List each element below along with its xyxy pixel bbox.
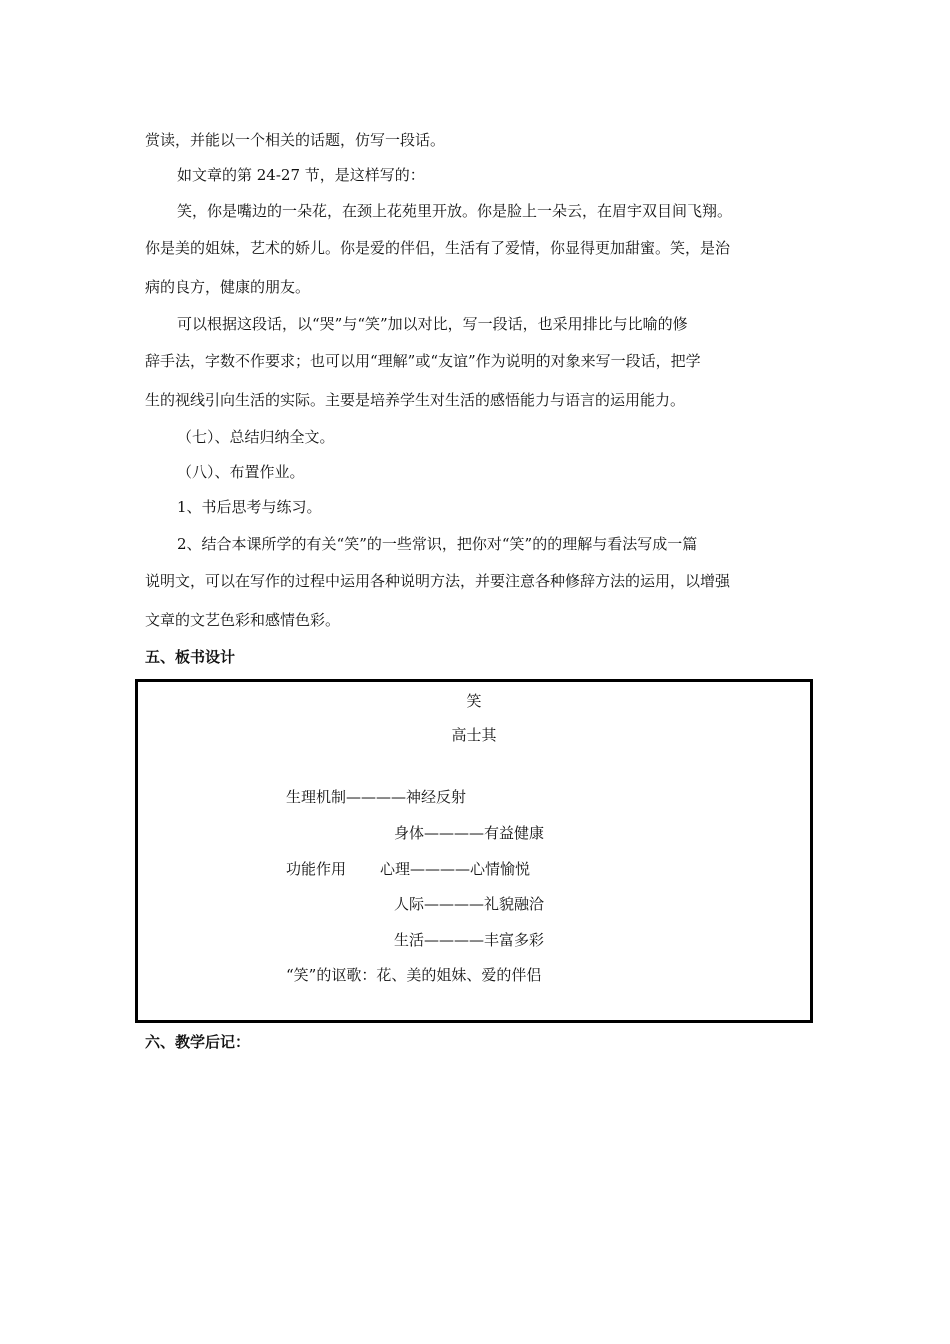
body-line: 说明文，可以在写作的过程中运用各种说明方法，并要注意各种修辞方法的运用，以增强	[145, 572, 731, 590]
board-row: 生理机制————神经反射	[286, 788, 467, 806]
board-row: 人际————礼貌融洽	[394, 895, 545, 913]
body-line: 1、书后思考与练习。	[177, 498, 322, 516]
body-line: 生的视线引向生活的实际。主要是培养学生对生活的感悟能力与语言的运用能力。	[145, 391, 686, 409]
board-row: “笑”的讴歌：花、美的姐妹、爱的伴侣	[286, 966, 542, 984]
body-line: 笑，你是嘴边的一朵花，在颈上花苑里开放。你是脸上一朵云，在眉宇双目间飞翔。	[177, 202, 733, 220]
board-title: 笑	[466, 692, 482, 710]
section-heading: 五、板书设计	[145, 648, 236, 666]
board-row-label: 功能作用	[286, 860, 347, 878]
board-row: 心理————心情愉悦	[380, 860, 531, 878]
blackboard-design-box	[135, 679, 813, 1023]
body-line: 文章的文艺色彩和感情色彩。	[145, 611, 341, 629]
body-line: 如文章的第 24-27 节，是这样写的：	[177, 166, 425, 184]
section-heading: 六、教学后记：	[145, 1033, 251, 1051]
board-row: 身体————有益健康	[394, 824, 545, 842]
body-line: 2、结合本课所学的有关“笑”的一些常识，把你对“笑”的的理解与看法写成一篇	[177, 535, 698, 553]
body-line: 辞手法，字数不作要求；也可以用“理解”或“友谊”作为说明的对象来写一段话，把学	[145, 352, 701, 370]
board-author: 高士其	[451, 726, 497, 744]
body-line: （八）、布置作业。	[177, 463, 305, 481]
body-line: 赏读，并能以一个相关的话题，仿写一段话。	[145, 131, 446, 149]
board-row: 生活————丰富多彩	[394, 931, 545, 949]
body-line: 你是美的姐妹，艺术的娇儿。你是爱的伴侣，生活有了爱情，你显得更加甜蜜。笑，是治	[145, 239, 731, 257]
body-line: 病的良方，健康的朋友。	[145, 278, 311, 296]
body-line: 可以根据这段话，以“哭”与“笑”加以对比，写一段话，也采用排比与比喻的修	[177, 315, 688, 333]
body-line: （七）、总结归纳全文。	[177, 428, 335, 446]
